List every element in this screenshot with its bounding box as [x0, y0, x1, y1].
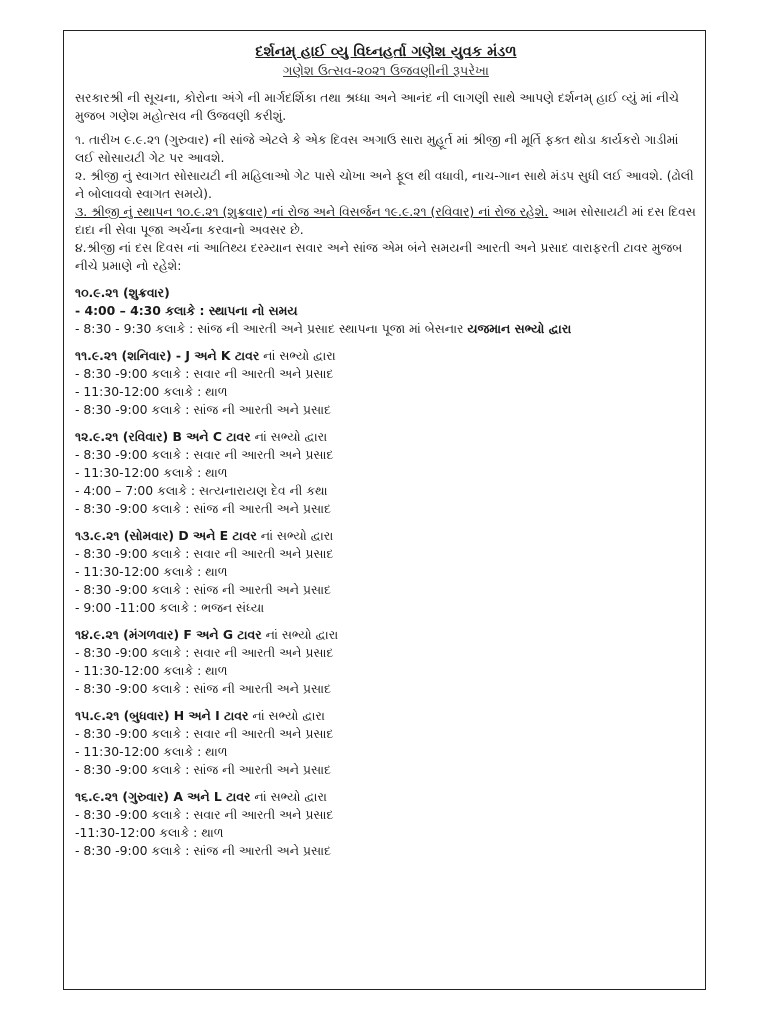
day-heading	[75, 788, 697, 806]
day-heading-rest: નાં સભ્યો દ્વારા	[261, 627, 339, 642]
day-heading-bold: ૧૩.૯.૨૧ (સોમવાર) D અને E ટાવર	[75, 528, 257, 543]
day-block-2	[75, 347, 697, 419]
schedule-line: - 8:30 -9:00 કલાકે : સાંજ ની આરતી અને પ્રસાદ	[75, 402, 331, 417]
day-heading	[75, 626, 697, 644]
intro-paragraph: સરકારશ્રી ની સૂચના, કોરોના અંગે ની માર્ગદર્શિકા તથા શ્રધ્ધા અને આનંદ ની લાગણી સાથે આપણે દર્શનમ્ હાઈ વ્યું માં નીચે મુજબ ગણેશ મહોત્સવ ની ઉજવણી કરીશું.	[75, 90, 679, 123]
day-heading	[75, 707, 697, 725]
schedule-line: - 8:30 -9:00 કલાકે : સાંજ ની આરતી અને પ્રસાદ	[75, 501, 331, 516]
day-heading	[75, 428, 697, 446]
point-4: ૪.શ્રીજી નાં દસ દિવસ નાં આતિથ્ય દરમ્યાન સવાર અને સાંજ એમ બંને સમયની આરતી અને પ્રસાદ વારાફરતી ટાવર મુજબ નીચે પ્રમાણે નો રહેશે:	[75, 240, 683, 273]
schedule-line: - 8:30 -9:00 કલાકે : સાંજ ની આરતી અને પ્રસાદ	[75, 582, 331, 597]
day-heading-bold: ૧૧.૯.૨૧ (શનિવાર) - J અને K ટાવર	[75, 348, 260, 363]
schedule-line: - 9:00 -11:00 કલાકે : ભજન સંધ્યા	[75, 600, 265, 615]
schedule-line: - 11:30-12:00 કલાકે : થાળ	[75, 663, 228, 678]
day-heading-rest: નાં સભ્યો દ્વારા	[248, 708, 325, 723]
point-1: ૧. તારીખ ૯.૯.૨૧ (ગુરુવાર) ની સાંજે એટલે કે એક દિવસ અગાઉ સારા મુહૂર્ત માં શ્રીજી ની મૂર્તિ ફક્ત થોડા કાર્યકરો ગાડીમાં લઈ સોસાયટી ગેટ પર આવશે.	[75, 132, 679, 165]
day-heading-rest: નાં સભ્યો દ્વારા	[250, 429, 328, 444]
schedule-line: - 8:30 -9:00 કલાકે : સવાર ની આરતી અને પ્રસાદ	[75, 726, 334, 741]
schedule-line: - 8:30 -9:00 કલાકે : સવાર ની આરતી અને પ્રસાદ	[75, 366, 334, 381]
day-heading-rest: નાં સભ્યો દ્વારા	[250, 789, 327, 804]
schedule-line: -11:30-12:00 કલાકે : થાળ	[75, 825, 224, 840]
document-body	[75, 42, 697, 860]
day-heading-bold: ૧૨.૯.૨૧ (રવિવાર) B અને C ટાવર	[75, 429, 251, 444]
day-heading: ૧૦.૯.૨૧ (શુક્રવાર)	[75, 285, 170, 300]
schedule-line: - 4:00 – 7:00 કલાકે : સત્યનારાયણ દેવ ની કથા	[75, 483, 328, 498]
day-heading	[75, 527, 697, 545]
day-heading-rest: નાં સભ્યો દ્વારા	[259, 348, 336, 363]
day-block-7	[75, 788, 697, 860]
schedule-line-bold: યજમાન સભ્યો દ્વારા	[467, 321, 572, 336]
schedule-line: - 8:30 -9:00 કલાકે : સાંજ ની આરતી અને પ્રસાદ	[75, 681, 331, 696]
day-block-6	[75, 707, 697, 779]
day-heading	[75, 347, 697, 365]
day-block-3	[75, 428, 697, 518]
schedule-line: - 8:30 -9:00 કલાકે : સવાર ની આરતી અને પ્રસાદ	[75, 447, 334, 462]
schedule-line-text: - 8:30 - 9:30 કલાકે : સાંજ ની આરતી અને પ્રસાદ સ્થાપના પૂજા માં બેસનાર	[75, 321, 468, 336]
schedule-line: - 11:30-12:00 કલાકે : થાળ	[75, 465, 228, 480]
day-heading-bold: ૧૪.૯.૨૧ (મંગળવાર) F અને G ટાવર	[75, 627, 262, 642]
point-3	[75, 203, 697, 239]
schedule-line: - 11:30-12:00 કલાકે : થાળ	[75, 744, 228, 759]
day-block-4	[75, 527, 697, 617]
schedule-line: - 8:30 -9:00 કલાકે : સવાર ની આરતી અને પ્રસાદ	[75, 807, 334, 822]
schedule-line: - 8:30 -9:00 કલાકે : સાંજ ની આરતી અને પ્રસાદ	[75, 843, 331, 858]
day-block-5	[75, 626, 697, 698]
point-3-underlined: ૩. શ્રીજી નું સ્થાપન ૧૦.૯.૨૧ (શુક્રવાર) નાં રોજ અને વિસર્જન ૧૯.૯.૨૧ (રવિવાર) નાં રોજ રહેશે.	[75, 204, 549, 219]
day-heading-bold: ૧૬.૯.૨૧ (ગુરુવાર) A અને L ટાવર	[75, 789, 251, 804]
schedule-line: - 8:30 -9:00 કલાકે : સવાર ની આરતી અને પ્રસાદ	[75, 546, 334, 561]
document-subtitle: ગણેશ ઉત્સવ-૨૦૨૧ ઉજવણીની રૂપરેખા	[283, 64, 489, 79]
schedule-line: - 11:30-12:00 કલાકે : થાળ	[75, 384, 228, 399]
day-heading-rest: નાં સભ્યો દ્વારા	[256, 528, 334, 543]
day-block-1	[75, 284, 697, 338]
point-3-rest: આમ સોસાયટી માં દસ દિવસ દાદા ની સેવા પૂજા અર્ચના કરવાનો અવસર છે.	[75, 204, 696, 237]
day-heading-bold: ૧૫.૯.૨૧ (બુધવાર) H અને I ટાવર	[75, 708, 249, 723]
schedule-line: - 8:30 -9:00 કલાકે : સાંજ ની આરતી અને પ્રસાદ	[75, 762, 331, 777]
schedule-line: - 4:00 – 4:30 કલાકે : સ્થાપના નો સમય	[75, 303, 298, 318]
point-2: ૨. શ્રીજી નું સ્વાગત સોસાયટી ની મહિલાઓ ગેટ પાસે ચોખા અને ફૂલ થી વધાવી, નાચ-ગાન સાથે મંડપ સુધી લઈ આવશે. (ઢોલી ને બોલાવવો સ્વાગત સમયે).	[75, 168, 694, 201]
schedule-line: - 11:30-12:00 કલાકે : થાળ	[75, 564, 228, 579]
schedule-line	[75, 320, 697, 338]
document-title: દર્શનમ્ હાઈ વ્યુ વિઘ્નહર્તા ગણેશ યુવક મંડળ	[255, 44, 517, 60]
schedule-line: - 8:30 -9:00 કલાકે : સવાર ની આરતી અને પ્રસાદ	[75, 645, 334, 660]
